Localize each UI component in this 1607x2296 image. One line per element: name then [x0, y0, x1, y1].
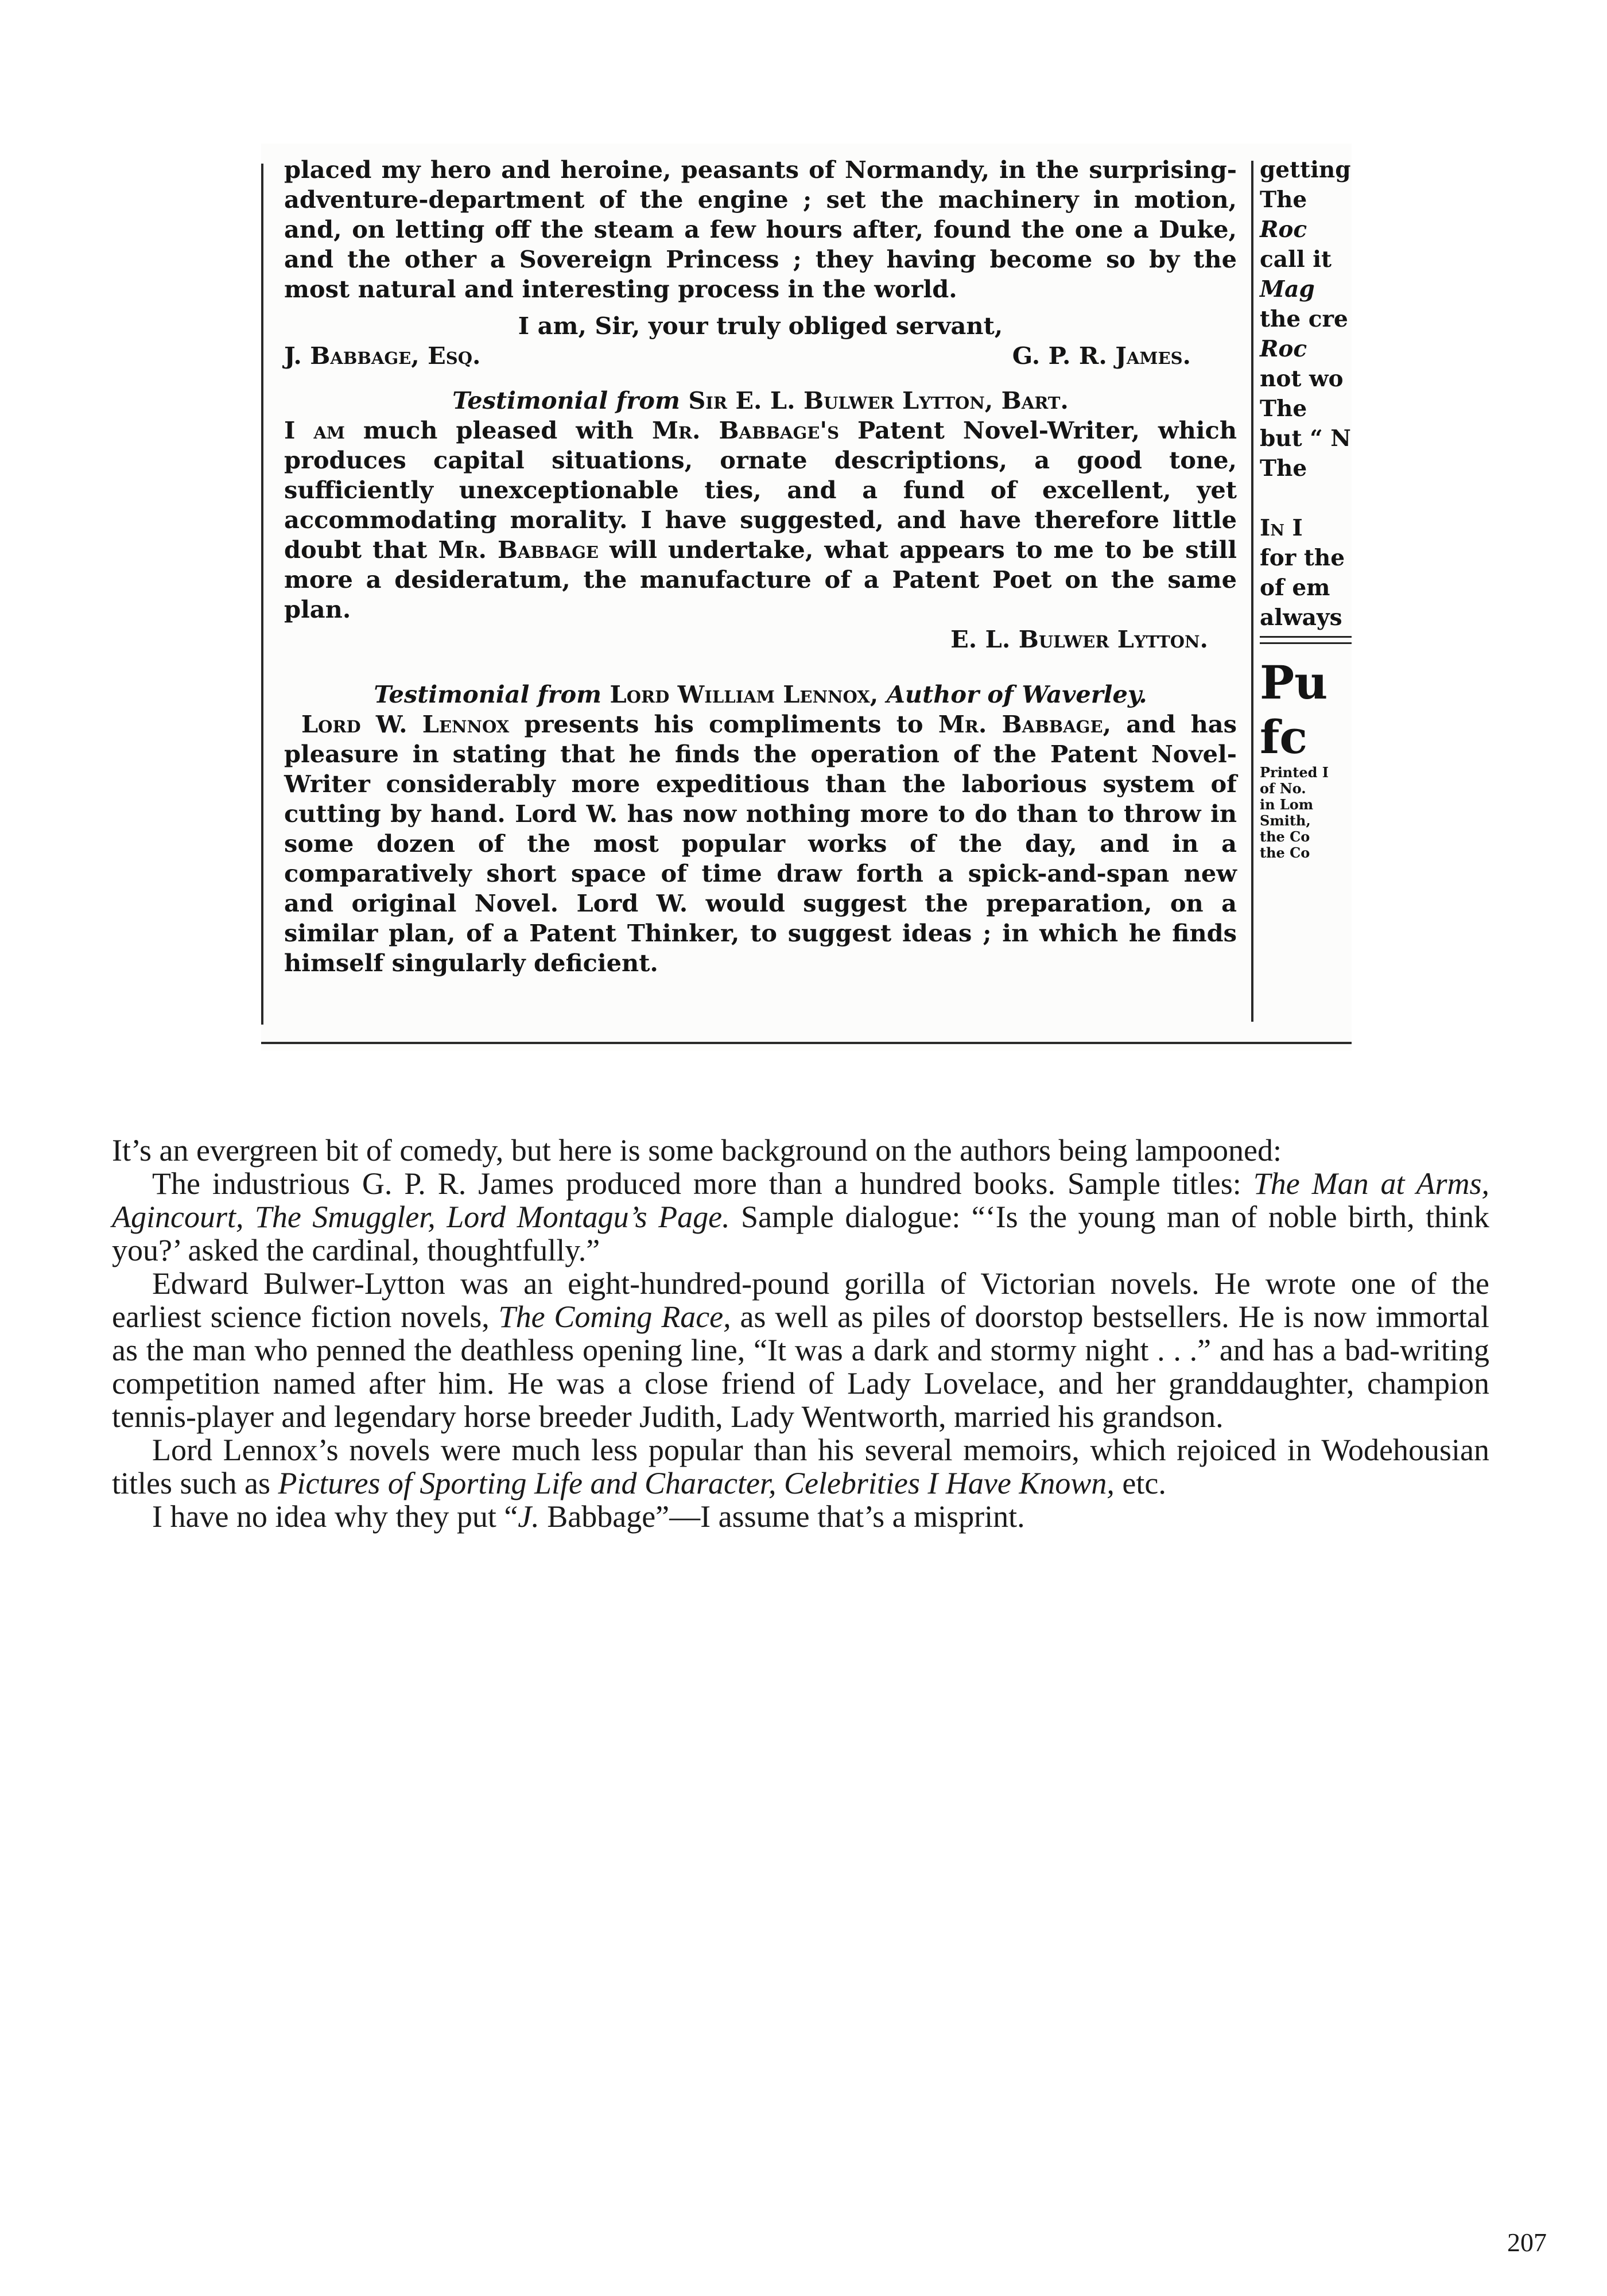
para-text: , and has pleasure in stating that he finds the operation of the Patent Novel-Writer considerably more expeditious than the laborious system of cutting by hand. Lord W. has now nothing more to do than to throw in some dozen of the most popular works of the day, and in a comparatively short space of time draw forth a spick-and-span new and original Novel. Lord W. would suggest the preparation, on a similar plan, of a Patent Thinker, to suggest ideas ; in which he finds himself singularly deficient.	[284, 710, 1237, 977]
para-text: much pleased with	[344, 416, 652, 444]
side-line: not wo	[1260, 366, 1344, 392]
side-double-rule	[1260, 636, 1352, 644]
text: The industrious G. P. R. James produced more than a hundred books. Sample titles:	[152, 1166, 1253, 1201]
side-line: In I	[1260, 515, 1303, 541]
clipping-column-rule	[1251, 161, 1253, 1022]
commentary-text	[112, 1134, 1489, 1533]
side-line: for the	[1260, 545, 1345, 571]
para-text: will undertake, what appears to me to be still more a desideratum, the manufacture of a Patent Poet on the same plan.	[284, 536, 1237, 623]
clipping-bottom-rule	[261, 1042, 1352, 1044]
page-number: 207	[1507, 2228, 1547, 2257]
testimonial-heading-lytton	[284, 386, 1237, 416]
signer-lytton: E. L. Bulwer Lytton.	[950, 625, 1208, 653]
commentary-paragraph-james	[112, 1167, 1489, 1267]
commentary-paragraph: It’s an evergreen bit of comedy, but here is some background on the authors being lampooned:	[112, 1133, 1282, 1168]
commentary-paragraph-misprint	[112, 1500, 1489, 1533]
heading-prefix: Testimonial from	[374, 680, 602, 708]
book-titles: Pictures of Sporting Life and Character, Celebrities I Have Known,	[278, 1466, 1115, 1500]
james-signature-line	[284, 341, 1237, 371]
text: etc.	[1114, 1466, 1166, 1500]
para-name: Babbage's	[719, 416, 840, 444]
text: as well as piles of doorstop bestsellers. He is now immortal as the man who penned the deathless opening line, “It was a dark and stormy night . . .” and has a bad-writing competition named after him. He was a close friend of Lady Lovelace, and her granddaughter, champion tennis-player and legendary horse breeder Judith, Lady Wentworth, married his grandson.	[112, 1300, 1489, 1434]
side-imprint: the Co	[1260, 828, 1310, 845]
commentary-paragraph-lytton	[112, 1267, 1489, 1433]
side-imprint: in Lom	[1260, 796, 1314, 813]
para-text: Patent Novel-Writer, which produces capital situations, ornate descriptions, a good tone, sufficiently unexceptionable ties, and a fund of excellent, yet accommodating morality. I have suggested, and have therefore little doubt that	[284, 416, 1237, 564]
side-line: Mag	[1260, 276, 1315, 302]
clipping-main-column	[284, 155, 1237, 978]
lennox-testimonial-paragraph	[284, 709, 1237, 978]
book-titles: The Man at Arms, Agincourt, The Smuggler, Lord Montagu’s Page.	[112, 1166, 1489, 1234]
commentary-paragraph-lennox	[112, 1433, 1489, 1500]
heading-suffix: Author of Waverley.	[886, 680, 1147, 708]
para-lead: Lord W. Lennox	[301, 710, 510, 738]
text: Sample dialogue: “‘Is the young man of noble birth, think you?’ asked the cardinal, thoughtfully.”	[112, 1200, 1489, 1267]
signer-james: G. P. R. James.	[1012, 342, 1191, 370]
side-line: The	[1260, 395, 1307, 422]
text: Edward Bulwer-Lytton was an eight-hundred-pound gorilla of Victorian novels. He wrote one of the earliest science fiction novels,	[112, 1266, 1489, 1334]
text: Lord Lennox’s novels were much less popular than his several memoirs, which rejoiced in Wodehousian titles such as	[112, 1433, 1489, 1500]
initial: J.	[518, 1499, 539, 1534]
para-name: Mr. Babbage	[938, 710, 1103, 738]
side-line: getting	[1260, 157, 1351, 183]
side-imprint: of No.	[1260, 780, 1306, 797]
text: Babbage”—I assume that’s a misprint.	[539, 1499, 1025, 1534]
side-line: The	[1260, 187, 1307, 213]
side-imprint: Printed I	[1260, 764, 1329, 781]
para-name: Mr. Babbage	[438, 536, 599, 564]
side-imprint: the Co	[1260, 844, 1310, 861]
side-imprint: Smith,	[1260, 812, 1311, 829]
side-line: the cre	[1260, 306, 1348, 332]
para-name: Mr.	[651, 416, 701, 444]
side-line: of em	[1260, 575, 1330, 601]
para-text: presents his compliments to	[509, 710, 938, 738]
para-lead: I am	[284, 416, 345, 444]
clipping-side-column	[1260, 155, 1352, 861]
side-line: The	[1260, 455, 1307, 482]
james-closing: I am, Sir, your truly obliged servant,	[518, 312, 1003, 340]
side-masthead: Pu	[1260, 656, 1328, 709]
heading-name: Lord William Lennox,	[610, 680, 879, 708]
lytton-testimonial-paragraph	[284, 416, 1237, 625]
text: I have no idea why they put “	[152, 1499, 518, 1534]
clipping-left-rule	[261, 164, 263, 1025]
side-line: call it	[1260, 246, 1332, 273]
testimonial-heading-lennox	[284, 680, 1237, 709]
book-title: The Coming Race,	[498, 1300, 731, 1334]
newspaper-clipping	[261, 144, 1352, 1050]
addressee: J. Babbage, Esq.	[284, 342, 481, 370]
side-masthead: fc	[1260, 710, 1308, 764]
side-line: Roc	[1260, 216, 1307, 243]
james-letter-paragraph: placed my hero and heroine, peasants of Normandy, in the surprising-adventure-department of the engine ; set the machinery in motion, and, on letting off the steam a few hours after, found the one a Duke, and the other a Sovereign Princess ; they having become so by the most natural and interesting process in the world.	[284, 156, 1237, 303]
side-line: always	[1260, 604, 1342, 631]
side-line: but “ N	[1260, 425, 1351, 452]
side-line: Roc	[1260, 336, 1307, 362]
heading-name: Sir E. L. Bulwer Lytton, Bart.	[688, 386, 1069, 414]
para-text	[700, 416, 719, 444]
heading-prefix: Testimonial from	[452, 386, 680, 414]
